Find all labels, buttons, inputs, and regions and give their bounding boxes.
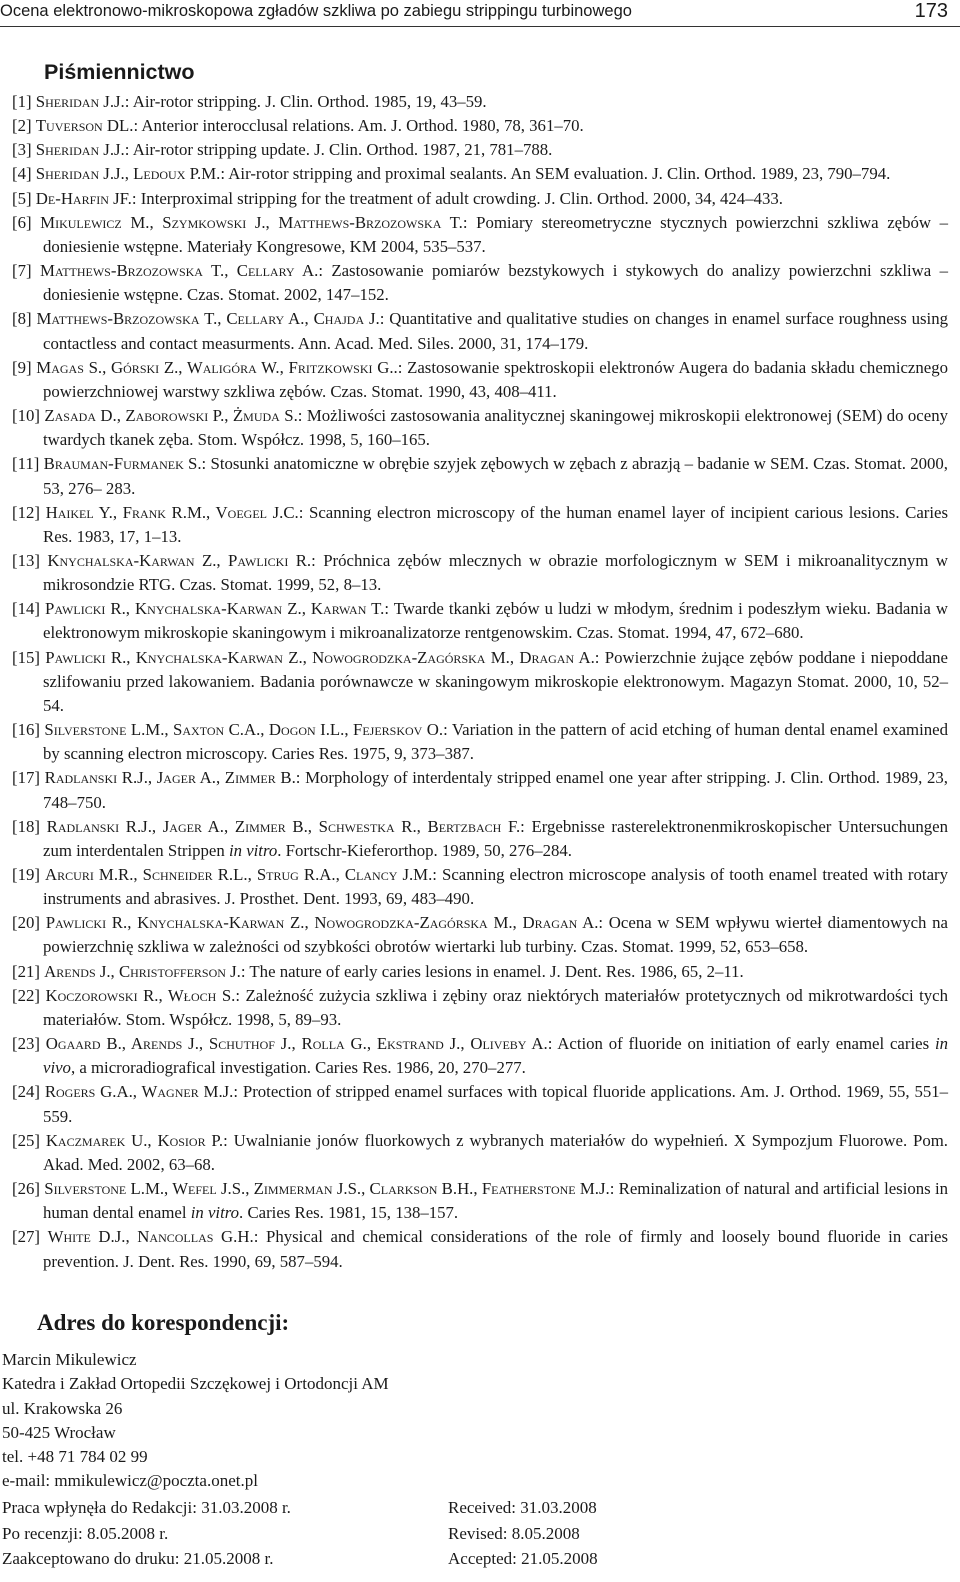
reference-number: [14] bbox=[12, 599, 40, 619]
reference-text: : Możliwości zastosowania analitycznej skaningowej mikroskopii elektronowej (SEM) do oceny twardych tkanek zęba. Stom. Współcz. 1998, 5, 160–165. bbox=[43, 406, 948, 450]
correspondence-street: ul. Krakowska 26 bbox=[2, 1398, 123, 1418]
reference-item bbox=[12, 646, 948, 718]
date-revised-en: Revised: 8.05.2008 bbox=[448, 1523, 580, 1543]
reference-text: : Protection of stripped enamel surfaces with topical fluoride applications. Am. J. Orthod. 1969, 55, 551–559. bbox=[43, 1082, 949, 1126]
reference-text: : Reminalization of natural and artificial lesions in human dental enamel bbox=[43, 1179, 948, 1223]
reference-authors: Ogaard B., Arends J., Schuthof J., Rolla G., Ekstrand J., Oliveby A. bbox=[45, 1034, 548, 1054]
reference-authors: De-Harfin JF. bbox=[35, 188, 132, 208]
reference-text: : Anterior interocclusal relations. Am. J. Orthod. 1980, 78, 361–70. bbox=[133, 116, 584, 136]
reference-authors: Silverstone L.M., Saxton C.A., Dogon I.L., Fejerskov O. bbox=[44, 720, 444, 740]
reference-number: [19] bbox=[12, 865, 40, 884]
reference-item bbox=[12, 1080, 948, 1128]
reference-text: : Interproximal stripping for the treatment of adult crowding. J. Clin. Orthod. 2000, 34, 424–433. bbox=[131, 188, 783, 208]
reference-number: [4] bbox=[12, 164, 32, 184]
reference-item bbox=[12, 1177, 948, 1225]
correspondence-heading: Adres do korespondencji: bbox=[37, 1310, 290, 1335]
correspondence-address bbox=[2, 1348, 389, 1494]
reference-italic-text: in vitro bbox=[190, 1203, 240, 1223]
reference-item bbox=[12, 259, 948, 307]
reference-item bbox=[12, 718, 948, 766]
date-accepted-pl: Zaakceptowano do druku: 21.05.2008 r. bbox=[2, 1549, 274, 1568]
page-number: 173 bbox=[914, 0, 948, 22]
running-title: Ocena elektronowo-mikroskopowa zgładów szkliwa po zabiegu strippingu turbinowego bbox=[0, 2, 632, 20]
correspondence-department: Katedra i Zakład Ortopedii Szczękowej i Ortodoncji AM bbox=[2, 1374, 389, 1394]
reference-text: : Ergebnisse rasterelektronenmikroskopischer Untersuchungen zum interdentalen Strippen bbox=[43, 816, 948, 860]
reference-item bbox=[12, 911, 948, 959]
reference-text: : Variation in the pattern of acid etching of human dental enamel examined by scanning electron microscopy. Caries Res. 1975, 9, 373–387. bbox=[43, 720, 948, 764]
reference-text: : Morphology of interdentaly stripped enamel one year after stripping. J. Clin. Orthod. 1989, 23, 748–750. bbox=[43, 768, 948, 812]
reference-authors: Sheridan J.J. bbox=[35, 140, 125, 160]
reference-number: [5] bbox=[12, 188, 32, 208]
reference-item bbox=[12, 90, 948, 114]
reference-item bbox=[12, 162, 948, 186]
reference-item bbox=[12, 356, 948, 404]
reference-italic-text: in vivo bbox=[43, 1034, 948, 1078]
reference-number: [25] bbox=[12, 1130, 40, 1150]
reference-number: [23] bbox=[12, 1034, 40, 1054]
reference-authors: Pawlicki R., Knychalska-Karwan Z., Nowogrodzka-Zagórska M., Dragan A. bbox=[45, 647, 595, 667]
reference-number: [26] bbox=[12, 1179, 40, 1199]
reference-text: .: Zastosowanie spektroskopii elektronów Augera do badania składu chemicznego powierzchniowej warstwy szkliwa zębów. Czas. Stomat. 1990, 43, 408–411. bbox=[43, 357, 948, 401]
reference-authors: Zasada D., Zaborowski P., Żmuda S. bbox=[44, 406, 298, 426]
reference-text: : Action of fluoride on initiation of early enamel caries bbox=[547, 1034, 935, 1054]
reference-number: [10] bbox=[12, 406, 40, 426]
correspondence-city: 50-425 Wrocław bbox=[2, 1422, 116, 1442]
reference-authors: Sheridan J.J. bbox=[35, 92, 125, 111]
reference-authors: White D.J., Nancollas G.H. bbox=[47, 1227, 254, 1247]
reference-text: : The nature of early caries lesions in enamel. J. Dent. Res. 1986, 65, 2–11. bbox=[240, 961, 744, 981]
reference-text: : Twarde tkanki zębów u ludzi w młodym, średnim i podeszłym wieku. Badania w elektronowym mikroskopie skaningowym i mikroanalizatorze rentgenowskim. Czas. Stomat. 1994, 47, 672–680. bbox=[43, 599, 948, 643]
reference-number: [17] bbox=[12, 768, 40, 788]
reference-text: : Ocena w SEM wpływu wierteł diamentowych na powierzchnię szkliwa w zależności od szybkości obrotów wiertarki lub turbiny. Czas. Stomat. 1999, 52, 653–658. bbox=[43, 913, 949, 957]
reference-text: , a microradiografical investigation. Caries Res. 1986, 20, 270–277. bbox=[70, 1058, 526, 1078]
reference-authors: Matthews-Brzozowska T., Cellary A. bbox=[39, 261, 319, 281]
reference-authors: Haikel Y., Frank R.M., Voegel J.C. bbox=[45, 502, 299, 522]
reference-number: [18] bbox=[12, 816, 40, 836]
reference-item bbox=[12, 404, 948, 452]
reference-number: [16] bbox=[12, 720, 40, 740]
reference-item bbox=[12, 984, 948, 1032]
reference-text: : Air-rotor stripping update. J. Clin. Orthod. 1987, 21, 781–788. bbox=[124, 140, 553, 160]
reference-number: [13] bbox=[12, 550, 40, 570]
reference-text: : Scanning electron microscope analysis of tooth enamel treated with rotary instruments and abrasives. J. Prosthet. Dent. 1993, 69, 483–490. bbox=[43, 865, 948, 909]
reference-authors: Radlanski R.J., Jager A., Zimmer B., Schwestka R., Bertzbach F. bbox=[46, 816, 521, 836]
reference-text: : Physical and chemical considerations of the role of firmly and loosely bound fluoride in caries prevention. J. Dent. Res. 1990, 69, 587–594. bbox=[43, 1227, 948, 1271]
reference-number: [8] bbox=[12, 309, 32, 329]
reference-list bbox=[12, 90, 948, 1274]
reference-authors: Pawlicki R., Knychalska-Karwan Z., Nowogrodzka-Zagórska M., Dragan A. bbox=[45, 913, 599, 933]
reference-item bbox=[12, 549, 948, 597]
reference-number: [1] bbox=[12, 92, 32, 111]
bibliography-heading: Piśmiennictwo bbox=[44, 60, 195, 84]
reference-text: : Scanning electron microscopy of the human enamel layer of incipient carious lesions. Caries Res. 1983, 17, 1–13. bbox=[43, 502, 949, 546]
reference-number: [15] bbox=[12, 647, 40, 667]
reference-authors: Magas S., Górski Z., Waligóra W., Fritzkowski G. bbox=[36, 357, 394, 377]
reference-item bbox=[12, 960, 948, 984]
reference-number: [20] bbox=[12, 913, 40, 933]
reference-number: [6] bbox=[12, 212, 32, 232]
reference-item bbox=[12, 501, 948, 549]
reference-authors: Mikulewicz M., Szymkowski J., Matthews-Brzozowska T. bbox=[40, 212, 463, 232]
reference-text: . Fortschr-Kieferorthop. 1989, 50, 276–284. bbox=[277, 840, 572, 860]
reference-text: : Próchnica zębów mlecznych w obrazie morfologicznym w SEM i mikroanalitycznym w mikrosondzie RTG. Czas. Stomat. 1999, 52, 8–13. bbox=[43, 550, 949, 595]
reference-number: [21] bbox=[12, 961, 40, 981]
reference-authors: Kaczmarek U., Kosior P. bbox=[45, 1130, 224, 1150]
reference-authors: Arcuri M.R., Schneider R.L., Strug R.A., Clancy J.M. bbox=[45, 865, 433, 884]
date-received-pl: Praca wpłynęła do Redakcji: 31.03.2008 r. bbox=[2, 1498, 291, 1517]
reference-italic-text: in vitro bbox=[228, 840, 278, 860]
reference-authors: Koczorowski R., Włoch S. bbox=[45, 985, 236, 1005]
reference-authors: Pawlicki R., Knychalska-Karwan Z., Karwan T. bbox=[45, 599, 385, 619]
reference-number: [27] bbox=[12, 1227, 40, 1247]
reference-authors: Matthews-Brzozowska T., Cellary A., Chajda J. bbox=[36, 309, 380, 329]
reference-authors: Tuverson DL. bbox=[35, 116, 134, 136]
reference-authors: Arends J., Christofferson J. bbox=[44, 961, 241, 981]
reference-item bbox=[12, 211, 948, 259]
reference-text: : Pomiary stereometryczne stycznych powierzchni szkliwa zębów – doniesienie wstępne. Materiały Kongresowe, KM 2004, 535–537. bbox=[43, 212, 948, 256]
reference-text: : Air-rotor stripping and proximal sealants. An SEM evaluation. J. Clin. Orthod. 1989, 23, 790–794. bbox=[220, 164, 891, 184]
reference-authors: Brauman-Furmanek S. bbox=[43, 454, 202, 474]
reference-number: [7] bbox=[12, 261, 32, 281]
date-received-en: Received: 31.03.2008 bbox=[448, 1498, 597, 1517]
reference-number: [2] bbox=[12, 116, 32, 136]
reference-item bbox=[12, 863, 948, 911]
dates-english bbox=[448, 1495, 598, 1572]
reference-number: [24] bbox=[12, 1082, 40, 1102]
reference-item bbox=[12, 138, 948, 162]
reference-text: : Air-rotor stripping. J. Clin. Orthod. 1985, 19, 43–59. bbox=[124, 92, 487, 111]
reference-item bbox=[12, 1032, 948, 1080]
reference-authors: Silverstone L.M., Wefel J.S., Zimmerman J.S., Clarkson B.H., Featherstone M.J. bbox=[44, 1179, 610, 1199]
reference-number: [3] bbox=[12, 140, 32, 160]
correspondence-phone: tel. +48 71 784 02 99 bbox=[2, 1447, 148, 1467]
reference-text: : Powierzchnie żujące zębów poddane i niepoddane szlifowaniu przed lakowaniem. Badania porównawcze w skaningowym mikroskopie elektronowym. Magazyn Stomat. 2000, 10, 52–54. bbox=[43, 647, 949, 715]
correspondence-email: e-mail: mmikulewicz@poczta.onet.pl bbox=[2, 1471, 258, 1491]
reference-item bbox=[12, 815, 948, 863]
reference-item bbox=[12, 766, 948, 814]
reference-text: . Caries Res. 1981, 15, 138–157. bbox=[239, 1203, 459, 1223]
reference-item bbox=[12, 597, 948, 645]
reference-item bbox=[12, 452, 948, 500]
reference-number: [9] bbox=[12, 357, 32, 377]
reference-authors: Rogers G.A., Wagner M.J. bbox=[44, 1082, 234, 1102]
reference-item bbox=[12, 307, 948, 355]
reference-item bbox=[12, 1225, 948, 1273]
reference-authors: Radlanski R.J., Jager A., Zimmer B. bbox=[44, 768, 296, 788]
reference-text: : Zastosowanie pomiarów bezstykowych i stykowych do analizy powierzchni szkliwa – doniesienie wstępne. Czas. Stomat. 2002, 147–152. bbox=[43, 261, 948, 305]
reference-text: : Stosunki anatomiczne w obrębie szyjek zębowych w zębach z abrazją – badanie w SEM. Czas. Stomat. 2000, 53, 276– 283. bbox=[43, 454, 948, 498]
dates-polish bbox=[2, 1495, 291, 1572]
date-revised-pl: Po recenzji: 8.05.2008 r. bbox=[2, 1523, 169, 1543]
reference-authors: Sheridan J.J., Ledoux P.M. bbox=[35, 164, 221, 184]
reference-item bbox=[12, 114, 948, 138]
reference-number: [11] bbox=[12, 454, 40, 474]
reference-text: : Zależność zużycia szkliwa i zębiny oraz niektórych materiałów protetycznych od mikrotwardości tych materiałów. Stom. Współcz. 1998, 5, 89–93. bbox=[43, 985, 948, 1029]
reference-text: : Uwalnianie jonów fluorkowych z wybranych materiałów do wypełnień. X Sympozjum Fluorowe. Pom. Akad. Med. 2002, 63–68. bbox=[43, 1130, 948, 1174]
reference-number: [22] bbox=[12, 985, 40, 1005]
reference-item bbox=[12, 1129, 948, 1177]
reference-text: : Quantitative and qualitative studies on changes in enamel surface roughness using contactless and contact measurments. Ann. Acad. Med. Siles. 2000, 31, 174–179. bbox=[43, 309, 948, 353]
correspondence-name: Marcin Mikulewicz bbox=[2, 1350, 137, 1369]
reference-authors: Knychalska-Karwan Z., Pawlicki R. bbox=[47, 550, 312, 570]
running-header bbox=[0, 0, 960, 27]
reference-number: [12] bbox=[12, 502, 40, 522]
date-accepted-en: Accepted: 21.05.2008 bbox=[448, 1549, 598, 1568]
reference-item bbox=[12, 187, 948, 211]
